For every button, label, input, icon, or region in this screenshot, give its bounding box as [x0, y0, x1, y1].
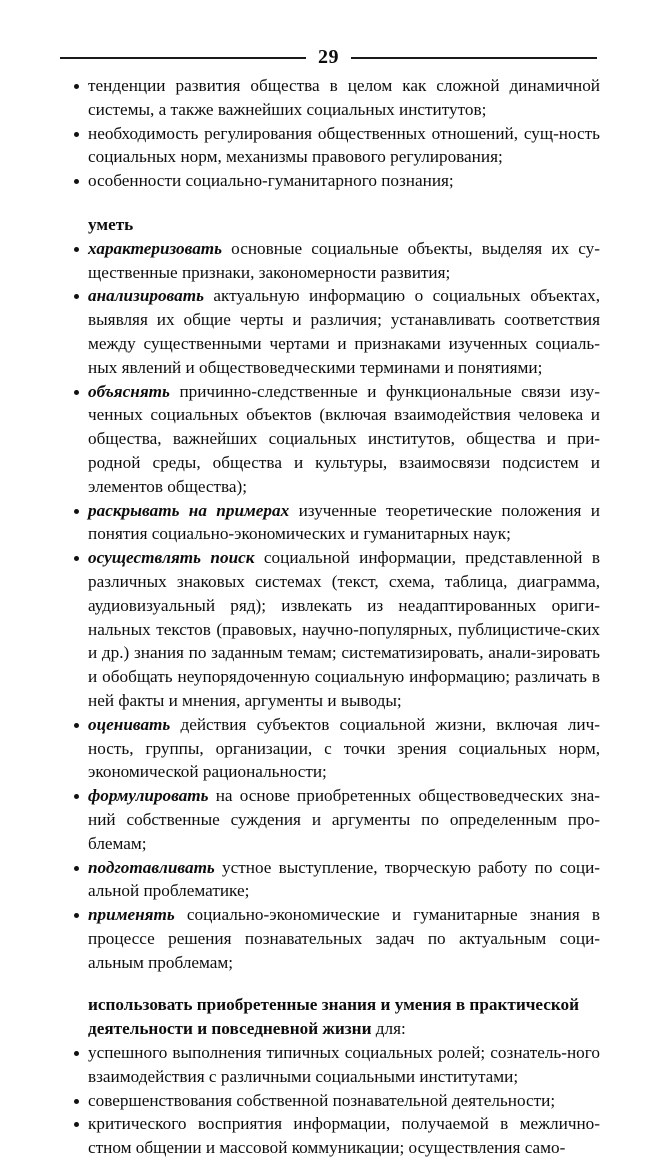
list-item [60, 546, 600, 713]
knowledge-list [60, 74, 600, 193]
skill-verb: анализировать [88, 286, 204, 306]
skill-text: на основе приобретенных обществоведческих зна-ний собственные суждения и аргументы по определенным про-блемам; [88, 786, 600, 853]
skill-text: основные социальные объекты, выделяя их су-щественные признаки, закономерности развития; [88, 238, 600, 282]
skill-verb: оценивать [88, 714, 171, 734]
header-rule-left [60, 57, 306, 59]
list-item [60, 284, 600, 379]
list-item: совершенствования собственной познавательной деятельности; [60, 1089, 600, 1113]
list-item: тенденции развития общества в целом как сложной динамичной системы, а также важнейших социальных институтов; [60, 74, 600, 122]
skill-text: устное выступление, творческую работу по соци-альной проблематике; [88, 857, 600, 901]
list-item [60, 784, 600, 855]
skill-verb: осуществлять поиск [88, 548, 255, 568]
skill-text: причинно-следственные и функциональные связи изу-ченных социальных объектов (включая взаимодействия человека и общества, важнейших социальных институтов, общества и при-родной среды, общества и культуры, взаимосвязи подсистем и элементов общества); [88, 381, 600, 496]
text-column [60, 74, 600, 1160]
page-number: 29 [318, 46, 339, 68]
list-item: особенности социально-гуманитарного познания; [60, 169, 600, 193]
list-item [60, 380, 600, 499]
list-item [60, 903, 600, 974]
skill-verb: характеризовать [88, 238, 223, 258]
skill-text: актуальную информацию о социальных объектах, выявляя их общие черты и различия; устанавливать соответствия между существенными чертами и признаками изученных социаль-ных явлений и обществоведческими терминами и понятиями; [88, 286, 600, 377]
section-heading-use-plain: для: [371, 1019, 406, 1039]
list-item [60, 713, 600, 784]
list-item [60, 237, 600, 285]
list-item [60, 499, 600, 547]
skill-verb: формулировать [88, 786, 209, 806]
running-head [60, 46, 597, 70]
list-item [60, 856, 600, 904]
skills-list [60, 237, 600, 975]
skill-verb: объяснять [88, 381, 170, 401]
skill-text: действия субъектов социальной жизни, включая лич-ность, группы, организации, с точки зрения социальных норм, экономической рациональности; [88, 714, 600, 782]
skill-text: социальной информации, представленной в различных знаковых системах (текст, схема, таблица, диаграмма, аудиовизуальный ряд); извлекать из неадаптированных ориги-нальных текстов (правовых, научно-популярных, публицистиче-ских и др.) знания по заданным темам; систематизировать, анали-зировать и обобщать неупорядоченную социальную информацию; различать в ней факты и мнения, аргументы и выводы; [88, 548, 600, 710]
skill-verb: подготавливать [88, 857, 215, 877]
skill-text: социально-экономические и гуманитарные знания в процессе решения познавательных задач по актуальным соци-альным проблемам; [88, 905, 600, 972]
section-heading-use-bold: использовать приобретенные знания и умения в практической деятельности и повседневной жизни [88, 995, 580, 1039]
list-item: критического восприятия информации, получаемой в межлично-стном общении и массовой коммуникации; осуществления само- [60, 1112, 600, 1160]
skill-text: изученные теоретические положения и понятия социально-экономических и гуманитарных наук; [88, 500, 600, 544]
list-item: необходимость регулирования общественных отношений, сущ-ность социальных норм, механизмы правового регулирования; [60, 122, 600, 170]
skill-verb: раскрывать на примерах [88, 500, 290, 520]
header-rule-right [351, 57, 597, 59]
application-list [60, 1041, 600, 1160]
section-heading-use [60, 993, 600, 1041]
list-item: успешного выполнения типичных социальных ролей; сознатель-ного взаимодействия с различными социальными институтами; [60, 1041, 600, 1089]
section-heading-umet: уметь [88, 214, 134, 234]
skill-verb: применять [88, 905, 175, 925]
